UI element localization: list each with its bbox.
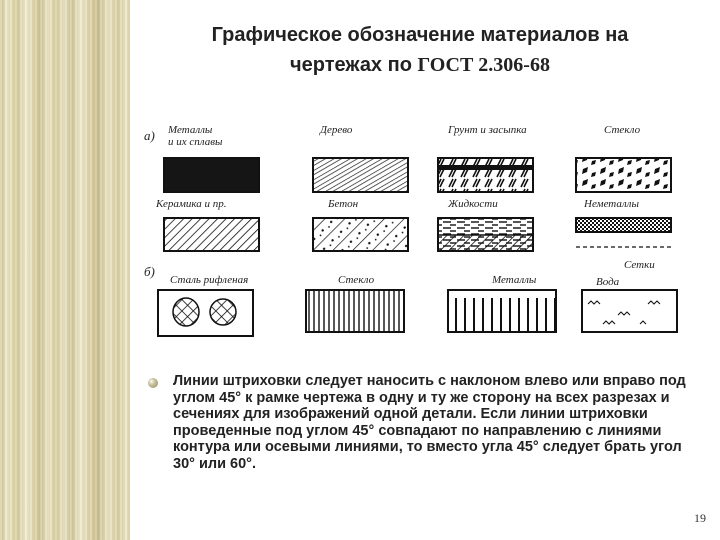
label-liquids: Жидкости [448,198,498,210]
pattern-wood [313,158,408,192]
label-ceramics: Керамика и пр. [156,198,227,210]
pattern-nonmetals [576,218,671,232]
soil-band [438,165,533,170]
label-nonmetals: Неметаллы [584,198,639,210]
decorative-sidebar [0,0,130,540]
label-mesh: Сетки [624,259,655,271]
label-concrete: Бетон [328,198,359,210]
pattern-glass-top [576,158,671,192]
label-water: Вода [596,276,620,288]
marker-b: б) [144,264,155,279]
pattern-liquids-base [438,235,533,251]
pattern-concrete [313,218,408,251]
label-metals-b: Металлы [492,274,537,286]
gost-code: ГОСТ 2.306-68 [417,54,550,76]
materials-figure [144,118,680,348]
label-metals: Металлы и их сплавы [168,124,223,148]
marker-a: а) [144,128,155,143]
title-line-2 [140,50,700,80]
label-wood: Дерево [320,124,353,136]
label-glass-top: Стекло [604,124,641,136]
steel-blob-right [210,299,236,325]
pattern-water [582,290,677,332]
label-glass: Стекло [338,274,375,286]
title-line-1: Графическое обозначение материалов на [211,24,629,46]
metals-b-gap [448,290,556,298]
label-soil: Грунт и засыпка [448,124,527,136]
page-number: 19 [694,511,706,525]
hatch-patterns-svg [148,118,680,348]
bullet-icon [148,378,158,388]
steel-blob-left [173,298,199,326]
pattern-soil [438,158,533,192]
pattern-steel [158,290,253,336]
pattern-ceramics [164,218,259,251]
pattern-glass [306,290,404,332]
bullet-text: Линии штриховки следует наносить с наклоном влево или вправо под углом 45° к рамке чертежа в одну и ту же сторону на всех разрезах и сечениях для изображений одной детали. Если линии штриховки проведенные под углом 45° совпадают по направлению с линиями контура или осевыми линиями, то вместо угла 45° следует брать угол 30° или 60°. [173,373,686,472]
pattern-metals [164,158,259,192]
slide-title [140,20,700,80]
label-steel: Сталь рифленая [170,274,249,286]
title-line-2-prefix: чертежах по [290,54,418,76]
